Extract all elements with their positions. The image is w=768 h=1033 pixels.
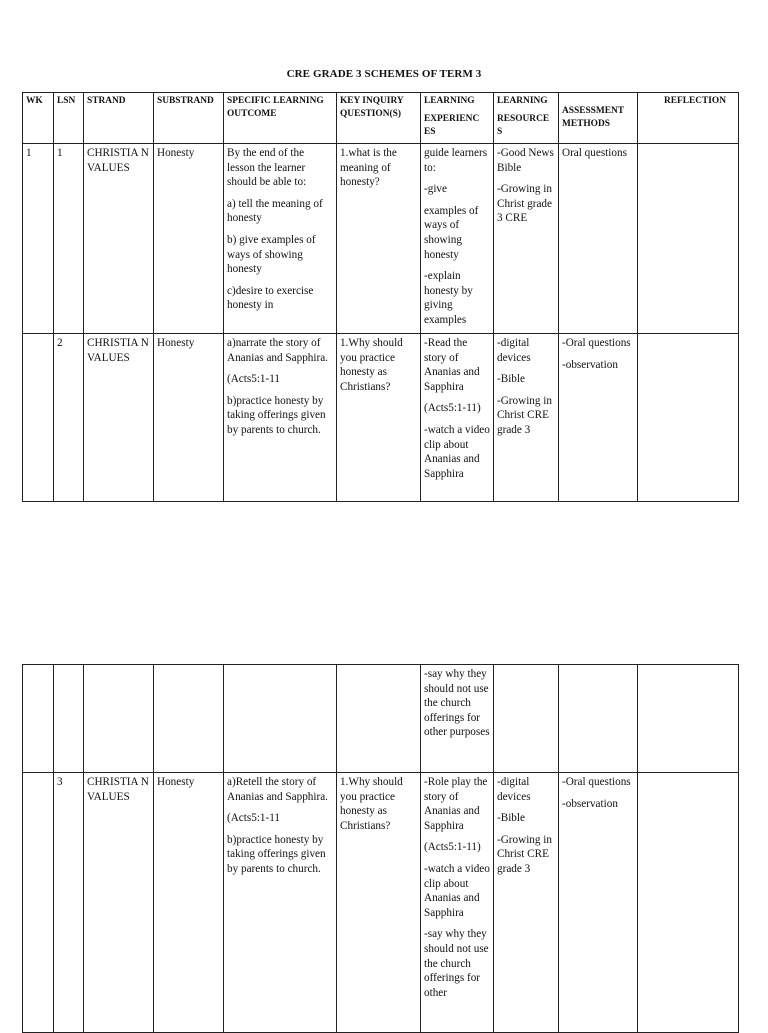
- cell-experiences: [421, 773, 494, 1033]
- experiences-line: examples of ways of showing honesty: [424, 204, 479, 261]
- cell-assessment: [559, 144, 638, 334]
- cell-wk: [23, 334, 54, 502]
- outcome-line: a)Retell the story of Ananias and Sapphira.: [227, 776, 328, 803]
- cell-wk: [23, 665, 54, 773]
- header-strand: STRAND: [84, 93, 154, 144]
- experiences-line: -watch a video clip about Ananias and Sapphira: [424, 862, 490, 919]
- experiences-line: -Read the story of Ananias and Sapphira: [424, 337, 480, 393]
- cell-experiences: [421, 144, 494, 334]
- table-row: [23, 334, 739, 502]
- cell-reflection: [638, 144, 739, 334]
- cell-assessment: [559, 665, 638, 773]
- outcome-line: (Acts5:1-11: [227, 812, 281, 825]
- outcome-line: By the end of the lesson the learner should be able to:: [227, 147, 307, 189]
- header-experiences-line-1: LEARNING: [424, 96, 475, 106]
- assessment-line: Oral questions: [562, 147, 627, 159]
- outcome-line: b)practice honesty by taking offerings given by parents to church.: [227, 394, 326, 436]
- experiences-line: -Role play the story of Ananias and Sapphira: [424, 776, 488, 832]
- cell-outcome: [224, 334, 337, 502]
- header-reflection: REFLECTION: [638, 93, 739, 144]
- assessment-line: -Oral questions: [562, 337, 631, 349]
- experiences-line: -give: [424, 183, 447, 196]
- resources-line: -digital devices: [497, 776, 531, 803]
- cell-strand: CHRISTIA N VALUES: [84, 773, 154, 1033]
- cell-outcome: [224, 773, 337, 1033]
- header-experiences: [421, 93, 494, 144]
- header-experiences-line-2: EXPERIENC ES: [424, 114, 480, 137]
- experiences-line: -say why they should not use the church offerings for other purposes: [424, 668, 490, 739]
- scheme-table-page-2: [22, 664, 739, 1033]
- cell-resources: [494, 665, 559, 773]
- header-outcome: SPECIFIC LEARNING OUTCOME: [224, 93, 337, 144]
- outcome-line: c)desire to exercise honesty in: [227, 284, 314, 312]
- outcome-line: a)narrate the story of Ananias and Sapphira.: [227, 337, 328, 364]
- inquiry-line: 1.Why should you practice honesty as Christians?: [340, 776, 403, 832]
- cell-inquiry: [337, 334, 421, 502]
- header-assessment: ASSESSMENT METHODS: [559, 93, 638, 144]
- assessment-line: -observation: [562, 358, 618, 371]
- header-substrand: SUBSTRAND: [154, 93, 224, 144]
- cell-strand: [84, 665, 154, 773]
- inquiry-line: 1.what is the meaning of honesty?: [340, 147, 397, 189]
- resources-line: -digital devices: [497, 337, 531, 364]
- experiences-line: (Acts5:1-11): [424, 402, 481, 415]
- cell-reflection: [638, 334, 739, 502]
- cell-reflection: [638, 773, 739, 1033]
- cell-lsn: [54, 665, 84, 773]
- assessment-line: -Oral questions: [562, 776, 631, 788]
- resources-line: -Good News Bible: [497, 147, 554, 174]
- outcome-line: b) give examples of ways of showing honesty: [227, 233, 316, 276]
- experiences-line: (Acts5:1-11): [424, 841, 481, 854]
- experiences-line: -explain honesty by giving examples: [424, 270, 473, 326]
- cell-inquiry: [337, 144, 421, 334]
- header-wk: WK: [23, 93, 54, 144]
- header-inquiry: KEY INQUIRY QUESTION(S): [337, 93, 421, 144]
- cell-assessment: [559, 334, 638, 502]
- header-resources: [494, 93, 559, 144]
- experiences-line: -watch a video clip about Ananias and Sapphira: [424, 423, 490, 480]
- cell-assessment: [559, 773, 638, 1033]
- resources-line: -Bible: [497, 373, 525, 386]
- cell-lsn: 2: [54, 334, 84, 502]
- cell-outcome: [224, 665, 337, 773]
- header-lsn: LSN: [54, 93, 84, 144]
- header-resources-line-1: LEARNING: [497, 96, 548, 106]
- cell-experiences: [421, 334, 494, 502]
- resources-line: -Growing in Christ CRE grade 3: [497, 833, 552, 875]
- cell-inquiry: [337, 665, 421, 773]
- cell-lsn: 1: [54, 144, 84, 334]
- experiences-line: guide learners to:: [424, 147, 488, 174]
- outcome-line: b)practice honesty by taking offerings given by parents to church.: [227, 833, 326, 875]
- table-row: [23, 665, 739, 773]
- cell-outcome: [224, 144, 337, 334]
- cell-lsn: 3: [54, 773, 84, 1033]
- cell-substrand: Honesty: [154, 773, 224, 1033]
- resources-line: -Growing in Christ grade 3 CRE: [497, 183, 552, 225]
- experiences-line: -say why they should not use the church offerings for other: [424, 928, 489, 999]
- table-header-row: [23, 93, 739, 144]
- table-row: [23, 773, 739, 1033]
- cell-substrand: Honesty: [154, 334, 224, 502]
- cell-wk: [23, 773, 54, 1033]
- cell-resources: [494, 334, 559, 502]
- cell-substrand: Honesty: [154, 144, 224, 334]
- cell-wk: 1: [23, 144, 54, 334]
- header-resources-line-2: RESOURCE S: [497, 114, 550, 137]
- scheme-table-page-1: [22, 92, 739, 502]
- cell-experiences: [421, 665, 494, 773]
- cell-inquiry: [337, 773, 421, 1033]
- cell-strand: CHRISTIA N VALUES: [84, 334, 154, 502]
- resources-line: -Growing in Christ CRE grade 3: [497, 394, 552, 436]
- outcome-line: (Acts5:1-11: [227, 373, 281, 386]
- cell-resources: [494, 144, 559, 334]
- inquiry-line: 1.Why should you practice honesty as Christians?: [340, 337, 403, 393]
- resources-line: -Bible: [497, 812, 525, 825]
- page-title: CRE GRADE 3 SCHEMES OF TERM 3: [286, 68, 482, 80]
- assessment-line: -observation: [562, 797, 618, 810]
- cell-resources: [494, 773, 559, 1033]
- cell-strand: CHRISTIA N VALUES: [84, 144, 154, 334]
- table-row: [23, 144, 739, 334]
- outcome-line: a) tell the meaning of honesty: [227, 197, 323, 225]
- cell-substrand: [154, 665, 224, 773]
- cell-reflection: [638, 665, 739, 773]
